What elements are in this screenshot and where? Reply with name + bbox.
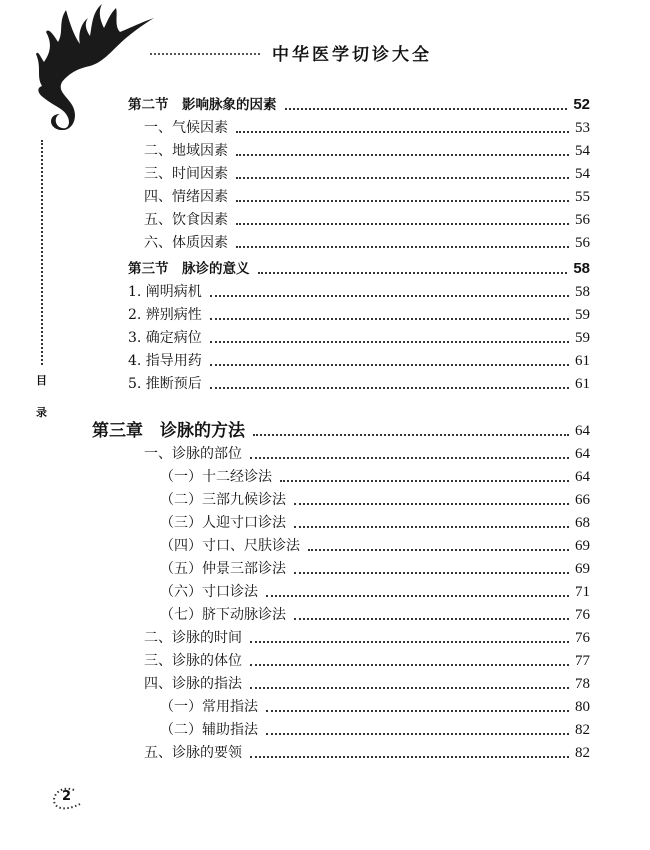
toc-entry-item[interactable]	[144, 650, 590, 672]
toc-entry-section[interactable]	[128, 258, 590, 280]
toc-page-number: 61	[575, 376, 590, 392]
toc-entry-title: 2. 辨别病性	[128, 307, 202, 323]
toc-page-number: 54	[575, 166, 590, 182]
dotted-leader	[308, 549, 569, 551]
dotted-leader	[250, 756, 569, 758]
toc-entry-chapter[interactable]	[92, 420, 590, 442]
toc-page-number: 66	[575, 492, 590, 508]
toc-entry-title: 第三节 脉诊的意义	[128, 261, 250, 277]
vertical-dotted-rule	[41, 140, 43, 365]
toc-entry-item[interactable]	[128, 281, 590, 303]
toc-page-number: 53	[575, 120, 590, 136]
toc-entry-title: （四）寸口、尺肤诊法	[160, 538, 300, 554]
header-dotted-leader	[150, 53, 260, 55]
toc-entry-title: 第三章 诊脉的方法	[92, 421, 245, 441]
dotted-leader	[294, 503, 569, 505]
toc-entry-item[interactable]	[160, 604, 590, 626]
toc-entry-title: （二）三部九候诊法	[160, 492, 286, 508]
toc-entry-title: 第二节 影响脉象的因素	[128, 97, 277, 113]
dotted-leader	[236, 223, 569, 225]
dotted-leader	[236, 154, 569, 156]
book-title: 中华医学切诊大全	[272, 44, 432, 65]
toc-page-number: 56	[575, 235, 590, 251]
dotted-leader	[266, 733, 569, 735]
toc-entry-item[interactable]	[160, 581, 590, 603]
toc-page-number: 55	[575, 189, 590, 205]
dotted-leader	[210, 364, 569, 366]
toc-entry-item[interactable]	[160, 489, 590, 511]
toc-entry-title: （五）仲景三部诊法	[160, 561, 286, 577]
toc-page-number: 76	[575, 630, 590, 646]
dotted-leader	[294, 618, 569, 620]
toc-page-number: 69	[575, 561, 590, 577]
toc-entry-item[interactable]	[128, 327, 590, 349]
dotted-leader	[236, 131, 569, 133]
toc-page-number: 77	[575, 653, 590, 669]
toc-entry-item[interactable]	[160, 535, 590, 557]
dotted-leader	[258, 272, 568, 274]
toc-entry-item[interactable]	[144, 742, 590, 764]
toc-page-number: 64	[575, 423, 590, 439]
toc-entry-item[interactable]	[144, 627, 590, 649]
dotted-leader	[250, 641, 569, 643]
toc-page-number: 59	[575, 330, 590, 346]
toc-page-number: 54	[575, 143, 590, 159]
toc-entry-title: 四、情绪因素	[144, 189, 228, 205]
toc-entry-title: 三、时间因素	[144, 166, 228, 182]
side-label-mu: 目	[36, 374, 47, 387]
dotted-leader	[236, 200, 569, 202]
toc-entry-item[interactable]	[128, 373, 590, 395]
toc-entry-title: （二）辅助指法	[160, 722, 258, 738]
toc-page-number: 64	[575, 469, 590, 485]
toc-page-number: 76	[575, 607, 590, 623]
toc-entry-item[interactable]	[128, 350, 590, 372]
toc-entry-item[interactable]	[160, 696, 590, 718]
dotted-leader	[280, 480, 569, 482]
toc-entry-item[interactable]	[144, 232, 590, 254]
dotted-leader	[210, 387, 569, 389]
toc-entry-title: 二、诊脉的时间	[144, 630, 242, 646]
toc-entry-title: 1. 阐明病机	[128, 284, 202, 300]
page-number: 2	[62, 789, 72, 804]
toc-page-number: 69	[575, 538, 590, 554]
toc-entry-title: 一、气候因素	[144, 120, 228, 136]
toc-entry-section[interactable]	[128, 94, 590, 116]
dotted-leader	[294, 526, 569, 528]
toc-entry-item[interactable]	[144, 673, 590, 695]
toc-page-number: 78	[575, 676, 590, 692]
toc-entry-title: （三）人迎寸口诊法	[160, 515, 286, 531]
dotted-leader	[236, 177, 569, 179]
toc-entry-title: （一）常用指法	[160, 699, 258, 715]
dotted-leader	[250, 457, 569, 459]
toc-page-number: 68	[575, 515, 590, 531]
side-label-lu: 录	[36, 406, 47, 419]
toc-entry-title: 5. 推断预后	[128, 376, 202, 392]
toc-entry-item[interactable]	[144, 163, 590, 185]
toc-page-number: 59	[575, 307, 590, 323]
toc-entry-item[interactable]	[160, 558, 590, 580]
toc-entry-title: （一）十二经诊法	[160, 469, 272, 485]
toc-page-number: 58	[573, 260, 590, 277]
dotted-leader	[294, 572, 569, 574]
toc-entry-title: 二、地域因素	[144, 143, 228, 159]
toc-entry-title: （七）脐下动脉诊法	[160, 607, 286, 623]
toc-entry-item[interactable]	[160, 719, 590, 741]
dotted-leader	[250, 687, 569, 689]
toc-entry-item[interactable]	[144, 209, 590, 231]
dotted-leader	[266, 595, 569, 597]
toc-entry-item[interactable]	[160, 512, 590, 534]
toc-page-number: 52	[573, 96, 590, 113]
dotted-leader	[210, 341, 569, 343]
toc-page-number: 58	[575, 284, 590, 300]
toc-page-number: 82	[575, 722, 590, 738]
toc-page-number: 61	[575, 353, 590, 369]
toc-entry-title: 一、诊脉的部位	[144, 446, 242, 462]
toc-entry-item[interactable]	[144, 443, 590, 465]
dotted-leader	[253, 434, 569, 436]
toc-entry-title: 五、诊脉的要领	[144, 745, 242, 761]
toc-entry-title: 四、诊脉的指法	[144, 676, 242, 692]
toc-entry-item[interactable]	[144, 186, 590, 208]
toc-page-number: 56	[575, 212, 590, 228]
toc-page-number: 71	[575, 584, 590, 600]
toc-entry-title: （六）寸口诊法	[160, 584, 258, 600]
toc-entry-item[interactable]	[144, 117, 590, 139]
page-number-badge	[50, 786, 80, 812]
running-header	[150, 42, 432, 65]
toc-entry-item[interactable]	[144, 140, 590, 162]
toc-entry-title: 4. 指导用药	[128, 353, 202, 369]
toc-entry-title: 五、饮食因素	[144, 212, 228, 228]
toc-entry-item[interactable]	[160, 466, 590, 488]
toc-page-number: 80	[575, 699, 590, 715]
toc-entry-title: 3. 确定病位	[128, 330, 202, 346]
dotted-leader	[210, 318, 569, 320]
toc-page-number: 64	[575, 446, 590, 462]
dotted-leader	[285, 108, 568, 110]
toc-entry-title: 六、体质因素	[144, 235, 228, 251]
toc-page-number: 82	[575, 745, 590, 761]
toc-entry-item[interactable]	[128, 304, 590, 326]
dotted-leader	[236, 246, 569, 248]
dotted-leader	[210, 295, 569, 297]
toc-entry-title: 三、诊脉的体位	[144, 653, 242, 669]
dotted-leader	[250, 664, 569, 666]
dotted-leader	[266, 710, 569, 712]
